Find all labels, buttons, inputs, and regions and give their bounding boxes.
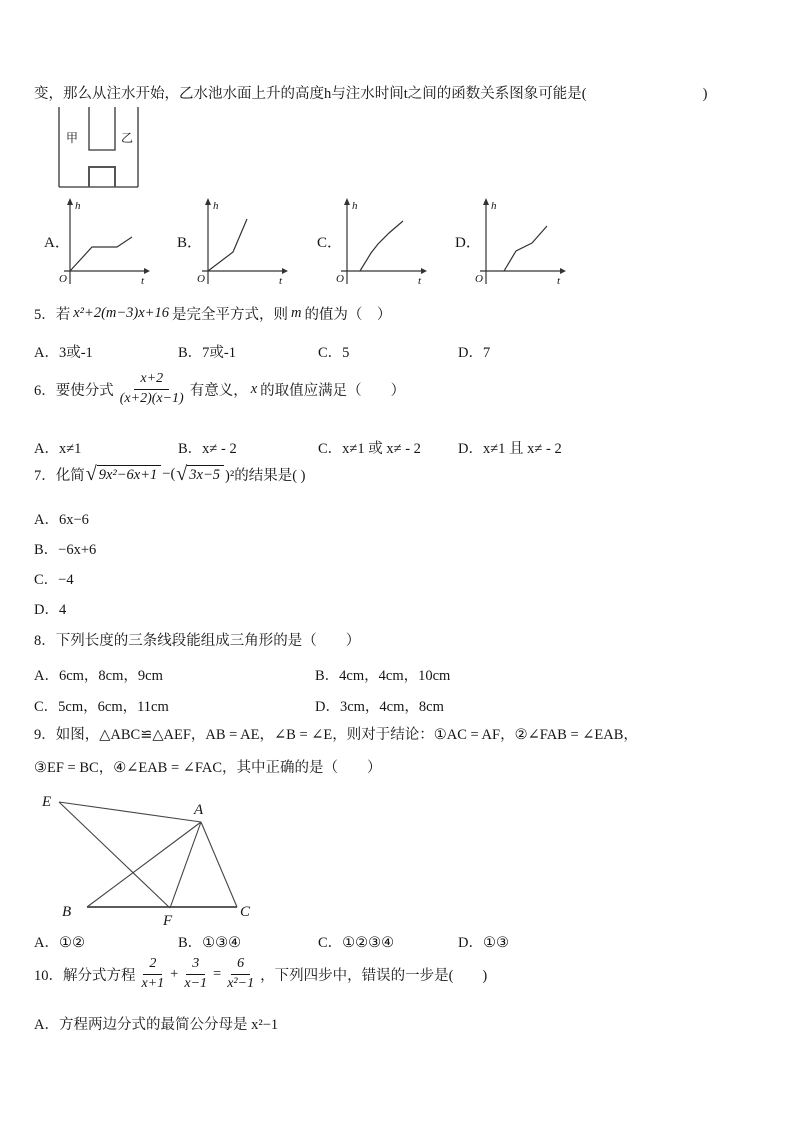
fraction-numerator: x+2 [134,371,169,390]
vertex-label-f: F [163,913,173,929]
y-axis-label: h [75,200,81,212]
q5-text: 是完全平方式，则 [171,307,288,323]
radical-body: 9x²−6x+1 [97,465,162,484]
question-6-option-d: D．x≠1 且 x≠ - 2 [458,441,562,457]
question-6-option-a: A．x≠1 [34,441,82,457]
fraction-numerator: 6 [231,956,250,975]
question-5-option-b: B．7或-1 [178,345,236,361]
q6-text: 的取值应满足（ ） [260,382,406,399]
q10-text: ，下列四步中，错误的一步是( ) [260,967,488,984]
question-10-stem [34,956,487,993]
question-8-option-b: B．4cm，4cm，10cm [315,668,451,684]
question-6-option-b: B．x≠ - 2 [178,441,237,457]
question-5-option-d: D．7 [458,345,491,361]
question-5-option-a: A．3或-1 [34,345,93,361]
question-4-continuation-text: 变，那么从注水开始，乙水池水面上升的高度h与注水时间t之间的函数关系图象可能是( ) [34,86,708,102]
question-8-option-c: C．5cm，6cm，11cm [34,699,169,715]
y-axis-arrow [205,198,211,205]
x-axis-arrow [282,268,288,274]
question-9-option-b: B．①③④ [178,935,242,951]
question-8-option-d: D．3cm，4cm，8cm [315,699,444,715]
question-5-option-c: C．5 [318,345,350,361]
y-axis-arrow [344,198,350,205]
question-9-option-a: A．①② [34,935,85,951]
q7-text: )²的结果是( ) [225,468,306,484]
y-axis-arrow [483,198,489,205]
question-9-option-c: C．①②③④ [318,935,395,951]
vertex-label-b: B [62,904,72,920]
q10-fraction-1 [140,956,167,993]
question-6-stem [34,371,405,408]
question-10-option-a: A．方程两边分式的最简公分母是 x²−1 [34,1017,279,1033]
answer-graph-d [468,196,568,292]
y-axis-arrow [67,198,73,205]
answer-graph-c [329,196,429,292]
tank-middle-channel [89,107,115,150]
q6-variable: x [250,380,258,397]
question-8-stem: 8．下列长度的三条线段能组成三角形的是（ ） [34,633,361,649]
radical-sign: √ [85,462,97,485]
fraction-numerator: 2 [143,956,162,975]
origin-label: O [197,273,205,285]
tank-label-yi: 乙 [121,131,134,145]
origin-label: O [475,273,483,285]
triangle-figure [40,788,270,929]
question-6-option-c: C．x≠1 或 x≠ - 2 [318,441,421,457]
q6-fraction [118,371,186,408]
graph-option-label-c: C． [317,235,343,251]
question-9-stem-line2: ③EF = BC，④∠EAB = ∠FAC，其中正确的是（ ） [34,760,382,776]
edge-ea [59,802,201,822]
q5-text: 5．若 [34,307,71,323]
vertex-label-c: C [240,904,251,920]
water-tank-figure [55,104,145,194]
equals-sign: = [213,965,222,982]
x-axis-arrow [144,268,150,274]
origin-label: O [336,273,344,285]
graph-option-label-a: A． [44,235,70,251]
fraction-numerator: 3 [186,956,205,975]
x-axis-arrow [421,268,427,274]
question-7-stem [34,464,305,485]
answer-graph-b [190,196,290,292]
question-7-option-b: B．−6x+6 [34,542,97,558]
vertex-label-e: E [42,794,52,810]
q10-text: 10．解分式方程 [34,967,136,984]
graph-option-label-d: D． [455,235,481,251]
edge-af [170,822,201,908]
q7-radical-1 [85,462,162,485]
x-axis-label: t [279,275,283,287]
q7-text: −( [162,466,176,482]
question-9-option-d: D．①③ [458,935,509,951]
edge-ba [87,822,201,907]
y-axis-label: h [352,200,358,212]
q5-text: 的值为（ ） [304,307,392,323]
origin-label: O [59,273,67,285]
answer-graph-a [52,196,152,292]
edge-ef [59,802,170,908]
question-7-option-c: C．−4 [34,572,74,588]
graph-curve [504,226,547,271]
radical-body: 3x−5 [187,465,224,484]
tank-middle-block [89,167,115,187]
graph-curve [70,237,132,271]
fraction-denominator: x−1 [184,975,208,991]
q5-variable: m [290,305,302,321]
edge-ac [201,822,237,907]
q10-fraction-2 [182,956,209,993]
fraction-denominator: x+1 [141,975,165,991]
plus-sign: + [170,965,179,982]
x-axis-label: t [418,275,422,287]
q6-text: 6．要使分式 [34,382,114,399]
x-axis-arrow [560,268,566,274]
question-7-option-d: D．4 [34,602,67,618]
q7-radical-2 [176,462,224,485]
vertex-label-a: A [194,802,204,818]
question-9-stem-line1: 9．如图，△ABC≌△AEF，AB = AE，∠B = ∠E，则对于结论：①AC = AF，②∠FAB = ∠EAB， [34,727,638,743]
question-7-option-a: A．6x−6 [34,512,89,528]
graph-curve [360,221,403,271]
y-axis-label: h [213,200,219,212]
fraction-denominator: (x+2)(x−1) [119,390,184,406]
tank-label-jia: 甲 [66,131,79,145]
question-8-option-a: A．6cm，8cm，9cm [34,668,163,684]
q6-text: 有意义， [189,382,248,399]
x-axis-label: t [141,275,145,287]
radical-sign: √ [176,462,188,485]
q7-text: 7．化简 [34,468,85,484]
x-axis-label: t [557,275,561,287]
q10-fraction-3 [225,956,256,993]
fraction-denominator: x²−1 [227,975,255,991]
question-5-stem [34,303,391,324]
graph-option-label-b: B． [177,235,203,251]
q5-expression: x²+2(m−3)x+16 [73,305,169,321]
graph-curve [208,219,247,271]
y-axis-label: h [491,200,497,212]
